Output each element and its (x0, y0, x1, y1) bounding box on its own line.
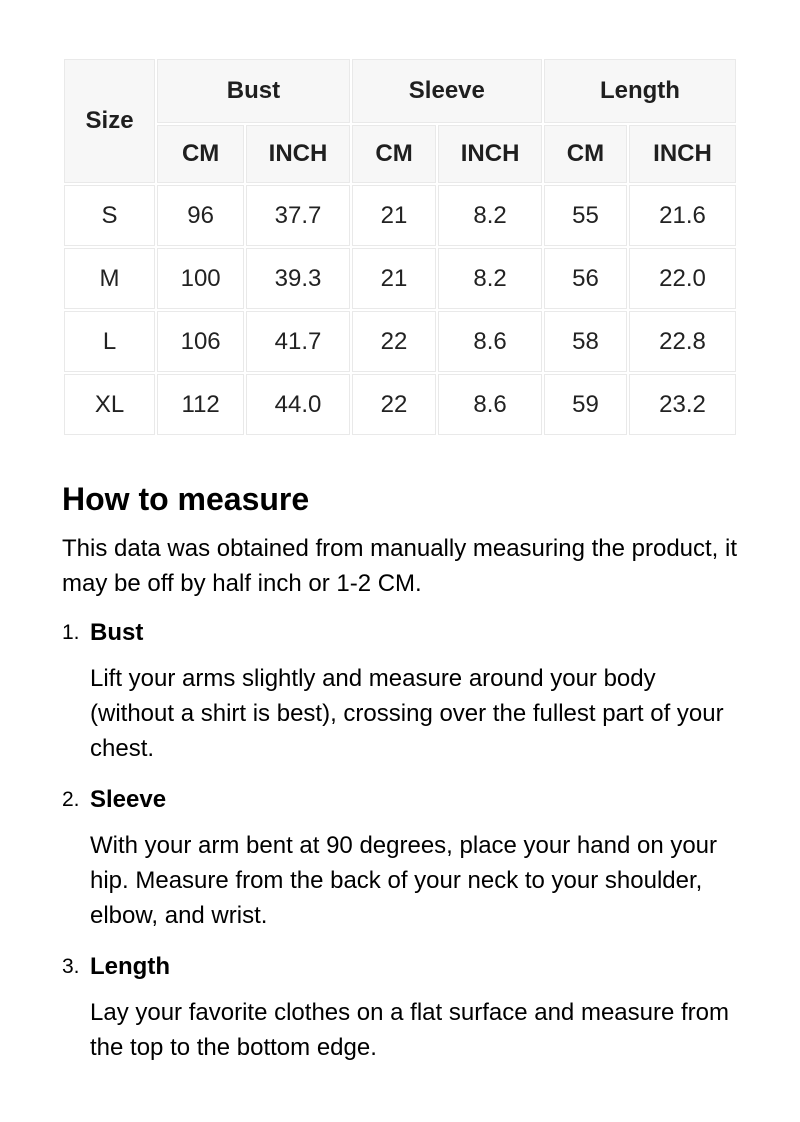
step-number: 2. (62, 788, 80, 811)
sleeve-inch-value: 8.6 (438, 374, 542, 435)
length-inch-value: 22.0 (629, 248, 736, 309)
bust-cm-header: CM (157, 125, 244, 183)
step-title-length: Length (90, 953, 170, 980)
bust-inch-header: INCH (246, 125, 350, 183)
step-content (90, 951, 738, 1065)
sleeve-cm-value: 21 (352, 248, 436, 309)
how-to-measure-heading: How to measure (62, 481, 310, 517)
table-row-size-m (64, 248, 736, 309)
sleeve-group-header: Sleeve (352, 59, 542, 123)
bust-cm-value: 106 (157, 311, 244, 372)
bust-cm-value: 96 (157, 185, 244, 246)
measure-steps-list (62, 617, 738, 1065)
size-label: S (64, 185, 155, 246)
size-column-header: Size (64, 59, 155, 183)
table-unit-header-row (64, 125, 736, 183)
sleeve-inch-value: 8.6 (438, 311, 542, 372)
measure-disclaimer-text: This data was obtained from manually measuring the product, it may be off by half inch or 1-2 CM. (62, 535, 738, 597)
length-inch-value: 23.2 (629, 374, 736, 435)
step-content (90, 617, 738, 766)
sleeve-inch-header: INCH (438, 125, 542, 183)
size-label: M (64, 248, 155, 309)
bust-inch-value: 44.0 (246, 374, 350, 435)
sleeve-cm-value: 22 (352, 311, 436, 372)
table-group-header-row (64, 59, 736, 123)
length-inch-header: INCH (629, 125, 736, 183)
sleeve-inch-value: 8.2 (438, 185, 542, 246)
length-group-header: Length (544, 59, 736, 123)
step-number: 1. (62, 621, 80, 644)
size-label: XL (64, 374, 155, 435)
step-content (90, 784, 738, 933)
bust-inch-value: 41.7 (246, 311, 350, 372)
table-row-size-xl (64, 374, 736, 435)
length-cm-value: 56 (544, 248, 627, 309)
bust-cm-value: 112 (157, 374, 244, 435)
step-number: 3. (62, 955, 80, 978)
size-chart-table (62, 57, 738, 437)
length-cm-value: 58 (544, 311, 627, 372)
length-cm-header: CM (544, 125, 627, 183)
how-to-measure-section (62, 479, 738, 1065)
step-description-length: Lay your favorite clothes on a flat surface and measure from the top to the bottom edge. (90, 999, 729, 1061)
table-row-size-l (64, 311, 736, 372)
length-cm-value: 55 (544, 185, 627, 246)
length-inch-value: 22.8 (629, 311, 736, 372)
step-description-bust: Lift your arms slightly and measure around your body (without a shirt is best), crossing over the fullest part of your chest. (90, 665, 724, 762)
sleeve-cm-header: CM (352, 125, 436, 183)
length-cm-value: 59 (544, 374, 627, 435)
length-inch-value: 21.6 (629, 185, 736, 246)
table-row-size-s (64, 185, 736, 246)
size-label: L (64, 311, 155, 372)
step-title-bust: Bust (90, 619, 144, 646)
step-description-sleeve: With your arm bent at 90 degrees, place your hand on your hip. Measure from the back of your neck to your shoulder, elbow, and wrist. (90, 832, 718, 929)
bust-cm-value: 100 (157, 248, 244, 309)
bust-inch-value: 37.7 (246, 185, 350, 246)
bust-group-header: Bust (157, 59, 350, 123)
sleeve-inch-value: 8.2 (438, 248, 542, 309)
bust-inch-value: 39.3 (246, 248, 350, 309)
sleeve-cm-value: 22 (352, 374, 436, 435)
sleeve-cm-value: 21 (352, 185, 436, 246)
measure-step-length (62, 951, 738, 1065)
step-title-sleeve: Sleeve (90, 786, 167, 813)
measure-step-bust (62, 617, 738, 766)
measure-step-sleeve (62, 784, 738, 933)
